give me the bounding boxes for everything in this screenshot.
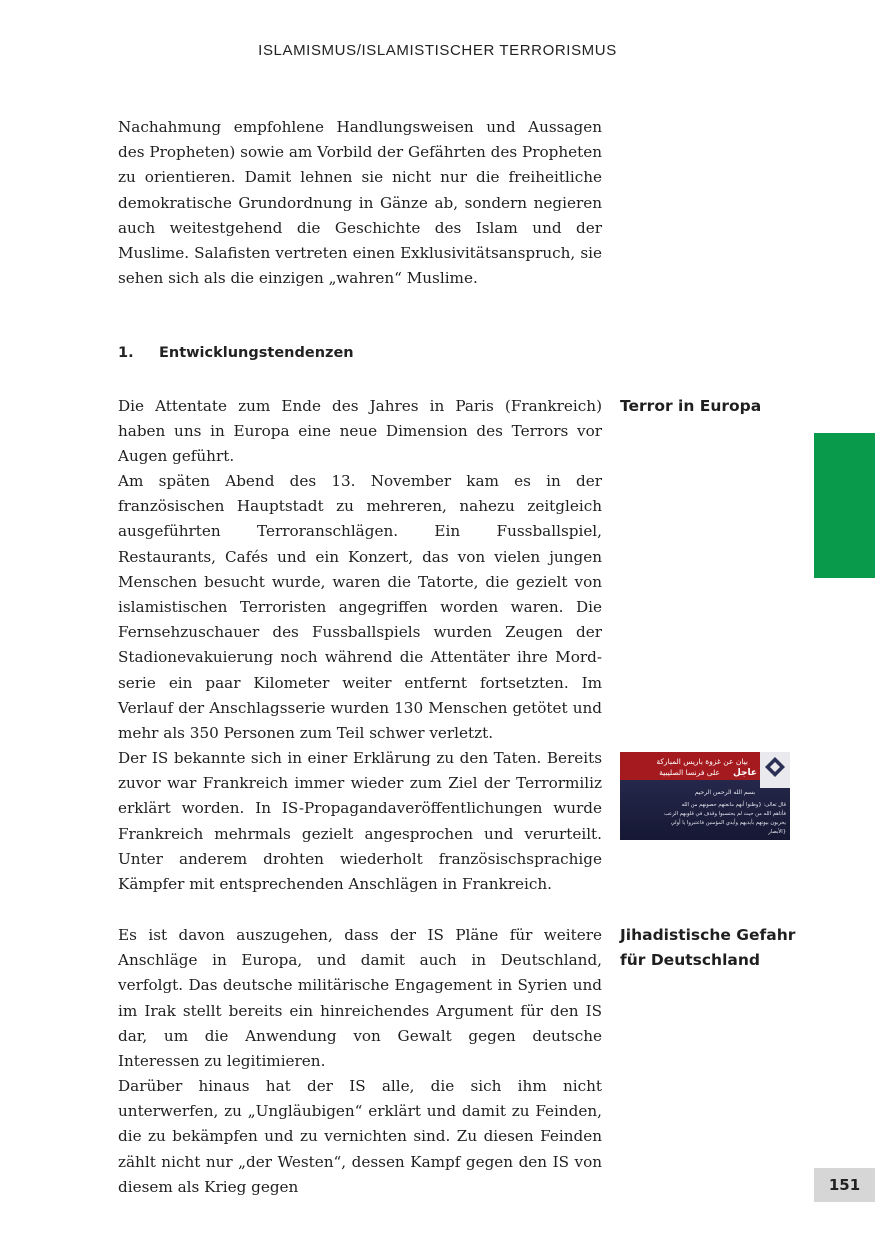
image-basmala: بسم الله الرحمن الرحيم bbox=[694, 789, 755, 796]
marginal-note-jihadist-danger bbox=[620, 923, 800, 973]
image-body-line: فأتاهم الله من حيث لم يحتسبوا وقذف في قلوبهم الرعب bbox=[663, 811, 786, 817]
section-number: 1. bbox=[118, 345, 134, 361]
is-statement-image bbox=[620, 752, 790, 840]
marginal-note-line: Jihadistische Gefahr bbox=[620, 926, 796, 944]
section-title: Entwicklungstendenzen bbox=[159, 345, 354, 361]
marginal-note-line: für Deutschland bbox=[620, 951, 760, 969]
paragraph-november-13: Am späten Abend des 13. November kam es in der französischen Hauptstadt zu mehreren, nahezu zeitgleich ausgeführten Terroranschlägen. Ein Fussballspiel, Restaurants, Cafés und ein Konzert, das von vielen jungen Menschen besucht wurde, waren die Tatorte, die gezielt von islamistischen Terroristen angegriffen worden waren. Die Fernsehzuschauer des Fussballspiels wurden Zeugen der Stadionevakuierung noch während die Attentäter ihre Mordserie ein paar Kilometer weiter entfernt fortsetzten. Im Verlauf der Anschlagsserie wurden 130 Menschen getötet und mehr als 350 Personen zum Teil schwer verletzt. bbox=[118, 472, 602, 743]
section-heading bbox=[118, 345, 354, 361]
paragraph-salafism: Nachahmung empfohlene Handlungsweisen und Aussagen des Propheten) sowie am Vorbild der Gefährten des Propheten zu orientieren. Damit lehnen sie nicht nur die freiheitliche demokratische Grundordnung in Gänze ab, sondern negieren auch weitestgehend die Geschichte des Islam und der Muslime. Salafisten vertreten einen Exklusivitätsanspruch, sie sehen sich als die einzigen „wahren“ Muslime. bbox=[118, 118, 602, 288]
running-header: ISLAMISMUS/ISLAMISTISCHER TERRORISMUS bbox=[258, 42, 617, 59]
page-number: 151 bbox=[814, 1168, 875, 1202]
image-headline-line2: على فرنسا الصليبية bbox=[659, 768, 720, 777]
image-body-line: قال تعالى: {وظنوا أنهم مانعتهم حصونهم من الله bbox=[681, 802, 786, 808]
image-body-line: يخربون بيوتهم بأيديهم وأيدي المؤمنين فاعتبروا يا أولي bbox=[670, 820, 786, 826]
image-body-line: الأبصار} bbox=[768, 829, 786, 835]
paragraph-unbelievers: Darüber hinaus hat der IS alle, die sich ihm nicht unterwerfen, zu „Ungläubigen“ erklärt und damit zu Feinden, die zu bekämpfen und zu vernichten sind. Zu diesen Feinden zählt nicht nur „der Westen“, dessen Kampf gegen den IS von diesem als Krieg gegen bbox=[118, 1077, 602, 1196]
section-color-tab bbox=[814, 433, 875, 578]
image-badge: عاجل bbox=[732, 768, 757, 778]
paragraph-paris-attacks: Die Attentate zum Ende des Jahres in Paris (Frankreich) haben uns in Europa eine neue Dimension des Terrors vor Augen geführt. bbox=[118, 397, 602, 466]
image-headline-line1: بيان عن غزوة باريس المباركة bbox=[656, 757, 748, 766]
paragraph-plans-germany: Es ist davon auszugehen, dass der IS Pläne für weitere Anschläge in Europa, und damit auch in Deutschland, verfolgt. Das deutsche militärische Engagement in Syrien und im Irak stellt bereits ein hinreichendes Argument für den IS dar, um die Anwendung von Gewalt gegen deutsche Interessen zu legitimieren. bbox=[118, 926, 602, 1071]
paragraph-is-claim: Der IS bekannte sich in einer Erklärung zu den Taten. Bereits zuvor war Frankreich immer wieder zum Ziel der Terrormiliz erklärt worden. In IS-Propagandaveröffentlichungen wurde Frankreich mehrmals gezielt angesprochen und verurteilt. Unter anderem drohten wiederholt französischsprachige Kämpfer mit entsprechenden Anschlägen in Frankreich. bbox=[118, 749, 602, 894]
marginal-note-terror-europe: Terror in Europa bbox=[620, 397, 762, 415]
